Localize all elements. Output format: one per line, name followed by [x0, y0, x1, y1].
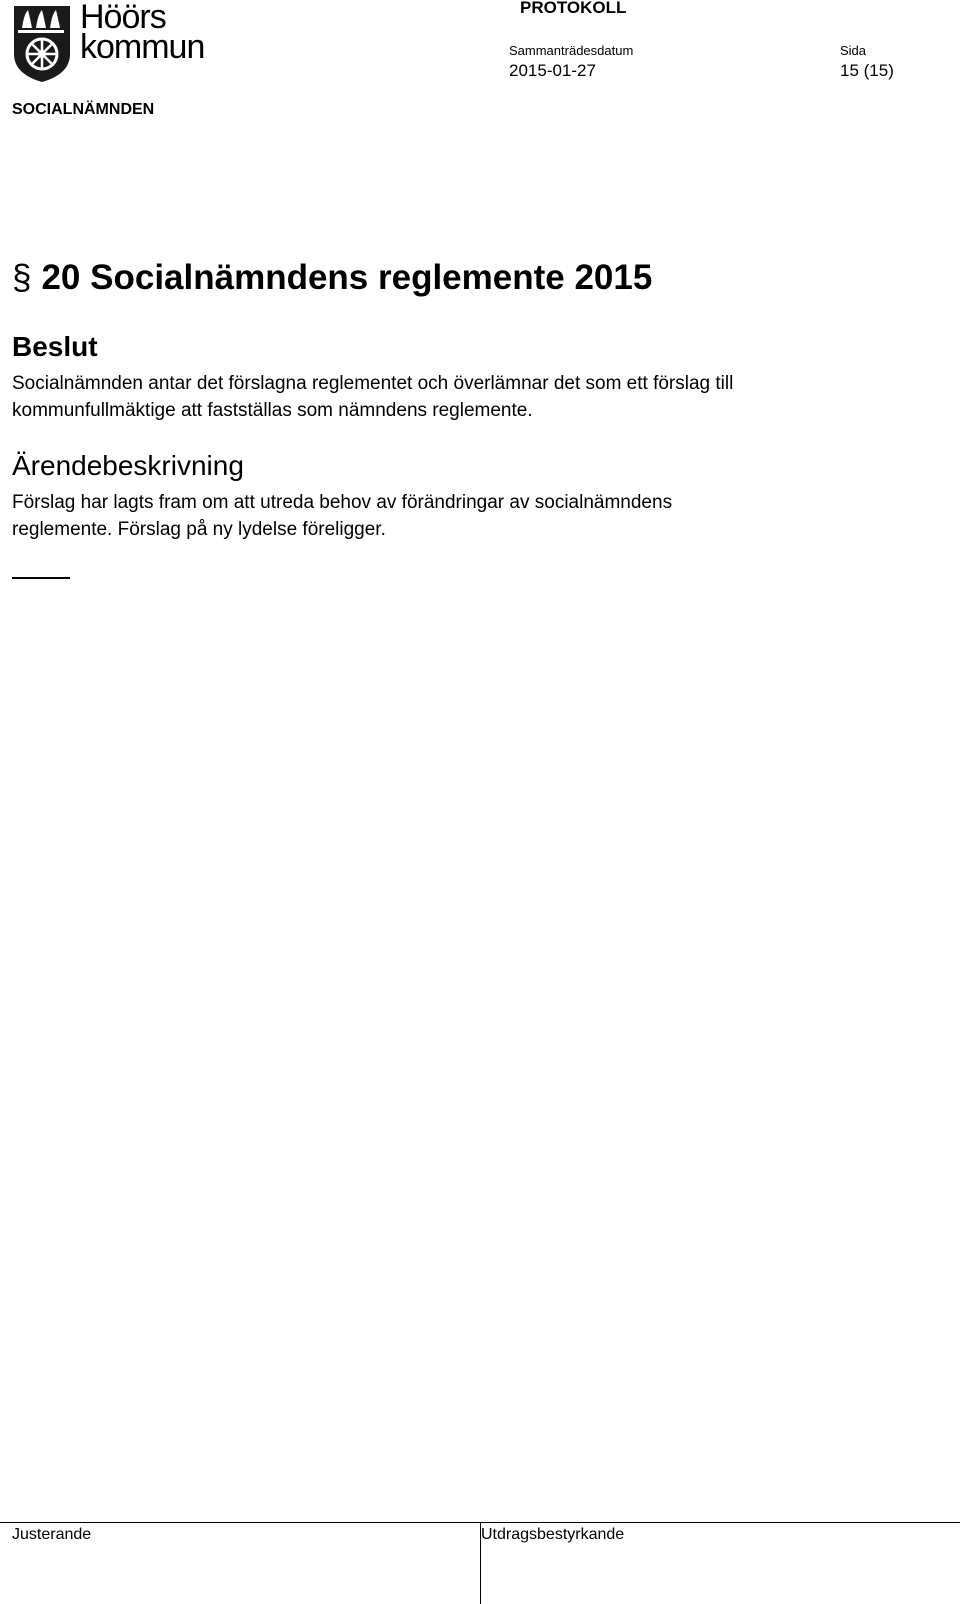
footer-extract-label: Utdragsbestyrkande	[481, 1526, 625, 1543]
section-title: 20 Socialnämndens reglemente 2015	[41, 258, 653, 297]
logo-line-2: kommun	[80, 28, 205, 66]
logo-line-1: Höörs	[80, 0, 166, 36]
decision-heading: Beslut	[12, 331, 98, 362]
page-number: 15 (15)	[840, 61, 894, 80]
document-type: PROTOKOLL	[520, 0, 627, 17]
end-rule	[12, 577, 70, 579]
committee-name: SOCIALNÄMNDEN	[12, 101, 155, 118]
logo-wordmark	[80, 0, 205, 66]
meeting-date-value: 2015-01-27	[509, 61, 596, 80]
footer-adjuster-label: Justerande	[12, 1526, 92, 1543]
municipality-logo	[12, 0, 212, 84]
description-text: Förslag har lagts fram om att utreda behov av förändringar av socialnämndens reglemente. Förslag på ny lydelse föreligger.	[12, 492, 673, 540]
description-heading: Ärendebeskrivning	[12, 450, 244, 481]
meeting-date-label: Sammanträdesdatum	[509, 43, 634, 58]
decision-text: Socialnämnden antar det förslagna reglementet och överlämnar det som ett förslag till kommunfullmäktige att fastställas som nämndens reglemente.	[12, 373, 734, 421]
coat-of-arms-icon	[12, 4, 74, 84]
paragraph-symbol: §	[12, 258, 32, 297]
page-label: Sida	[840, 43, 867, 58]
section-heading	[12, 258, 652, 298]
